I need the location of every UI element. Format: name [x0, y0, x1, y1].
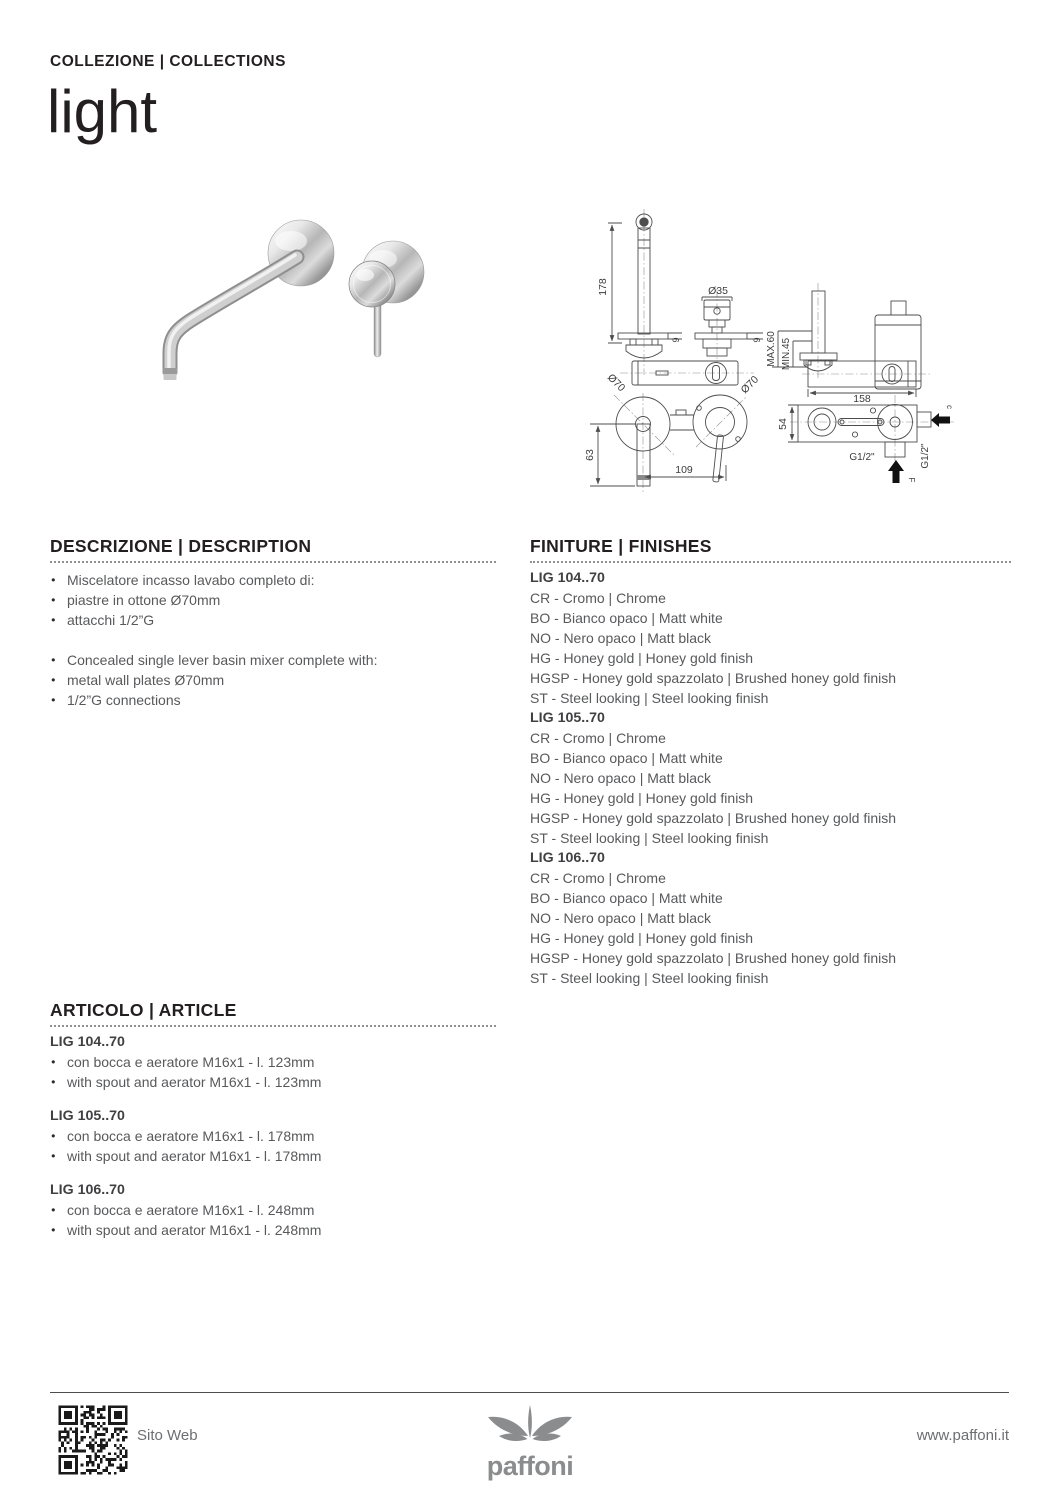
finish-option: ST - Steel looking | Steel looking finish	[530, 690, 769, 706]
list-item: ● with spout and aerator M16x1 - l. 178mm	[50, 1146, 496, 1166]
technical-drawing	[562, 203, 962, 495]
qr-code	[57, 1404, 129, 1476]
dim-label-d70-left: Ø70	[604, 371, 628, 395]
paffoni-logo	[478, 1402, 582, 1486]
finish-option: HG - Honey gold | Honey gold finish	[530, 650, 754, 666]
finish-option: HGSP - Honey gold spazzolato | Brushed honey gold finish	[530, 810, 897, 826]
article-heading: ARTICOLO | ARTICLE	[50, 1000, 496, 1027]
dim-label-g12-side: G1/2"	[920, 443, 931, 469]
dim-label-9-left: 9	[671, 337, 681, 343]
list-item: ● 1/2”G connections	[50, 690, 496, 710]
article-code: LIG 104..70	[530, 570, 605, 586]
article-code: LIG 104..70	[50, 1034, 125, 1050]
description-section	[50, 536, 496, 710]
dim-label-9-right: 9	[752, 337, 762, 343]
finish-option: NO - Nero opaco | Matt black	[530, 630, 712, 646]
dim-label-178: 178	[597, 278, 609, 296]
finish-option: BO - Bianco opaco | Matt white	[530, 750, 723, 766]
dim-label-g12-bottom: G1/2"	[849, 452, 875, 463]
list-item: ● with spout and aerator M16x1 - l. 123mm	[50, 1072, 496, 1092]
qr-label: Sito Web	[137, 1427, 198, 1444]
list-item: ● piastre in ottone Ø70mm	[50, 590, 496, 610]
list-item: ● con bocca e aeratore M16x1 - l. 248mm	[50, 1200, 496, 1220]
photo-highlight	[275, 231, 307, 251]
page-title: light	[47, 78, 158, 145]
article-section	[50, 1000, 496, 1240]
finish-option: ST - Steel looking | Steel looking finish	[530, 830, 769, 846]
finish-option: HG - Honey gold | Honey gold finish	[530, 930, 754, 946]
finish-option: CR - Cromo | Chrome	[530, 590, 666, 606]
description-heading: DESCRIZIONE | DESCRIPTION	[50, 536, 496, 563]
list-item: ● metal wall plates Ø70mm	[50, 670, 496, 690]
finishes-section	[530, 536, 1011, 988]
finishes-heading: FINITURE | FINISHES	[530, 536, 1011, 563]
article-code: LIG 105..70	[530, 710, 605, 726]
photo-handle	[349, 261, 395, 357]
label-cold-inlet: c	[945, 405, 954, 409]
dim-label-109: 109	[675, 464, 693, 476]
dim-label-d35: Ø35	[708, 285, 728, 297]
finish-option: ST - Steel looking | Steel looking finish	[530, 970, 769, 986]
website-url: www.paffoni.it	[916, 1427, 1009, 1444]
list-item: ● Concealed single lever basin mixer complete with:	[50, 650, 496, 670]
list-item: ● con bocca e aeratore M16x1 - l. 123mm	[50, 1052, 496, 1072]
label-hot-inlet: F	[907, 477, 916, 483]
dim-label-63: 63	[584, 449, 596, 461]
photo-spout	[163, 255, 298, 380]
finish-option: CR - Cromo | Chrome	[530, 870, 666, 886]
finish-option: HGSP - Honey gold spazzolato | Brushed honey gold finish	[530, 670, 897, 686]
brand-wordmark: paffoni	[486, 1451, 574, 1481]
dim-label-max60: MAX.60	[766, 331, 777, 367]
palm-icon	[488, 1405, 572, 1441]
product-photo	[125, 195, 470, 405]
finish-option: NO - Nero opaco | Matt black	[530, 770, 712, 786]
list-item: ● with spout and aerator M16x1 - l. 248mm	[50, 1220, 496, 1240]
dim-label-158: 158	[853, 393, 871, 405]
collection-label: COLLEZIONE | COLLECTIONS	[50, 53, 286, 70]
dim-label-min45: MIN.45	[781, 337, 792, 371]
finish-option: NO - Nero opaco | Matt black	[530, 910, 712, 926]
article-code: LIG 106..70	[50, 1182, 125, 1198]
article-code: LIG 106..70	[530, 850, 605, 866]
flow-arrows	[888, 413, 950, 483]
finish-option: CR - Cromo | Chrome	[530, 730, 666, 746]
list-item: ● con bocca e aeratore M16x1 - l. 178mm	[50, 1126, 496, 1146]
finish-option: HGSP - Honey gold spazzolato | Brushed honey gold finish	[530, 950, 897, 966]
dim-label-d70-right: Ø70	[738, 373, 762, 397]
finish-option: BO - Bianco opaco | Matt white	[530, 610, 723, 626]
finish-option: BO - Bianco opaco | Matt white	[530, 890, 723, 906]
article-code: LIG 105..70	[50, 1108, 125, 1124]
list-item: ● attacchi 1/2”G	[50, 610, 496, 630]
dim-label-54: 54	[777, 418, 789, 430]
finish-option: HG - Honey gold | Honey gold finish	[530, 790, 754, 806]
list-item: ● Miscelatore incasso lavabo completo di:	[50, 570, 496, 590]
footer-divider	[50, 1392, 1009, 1393]
